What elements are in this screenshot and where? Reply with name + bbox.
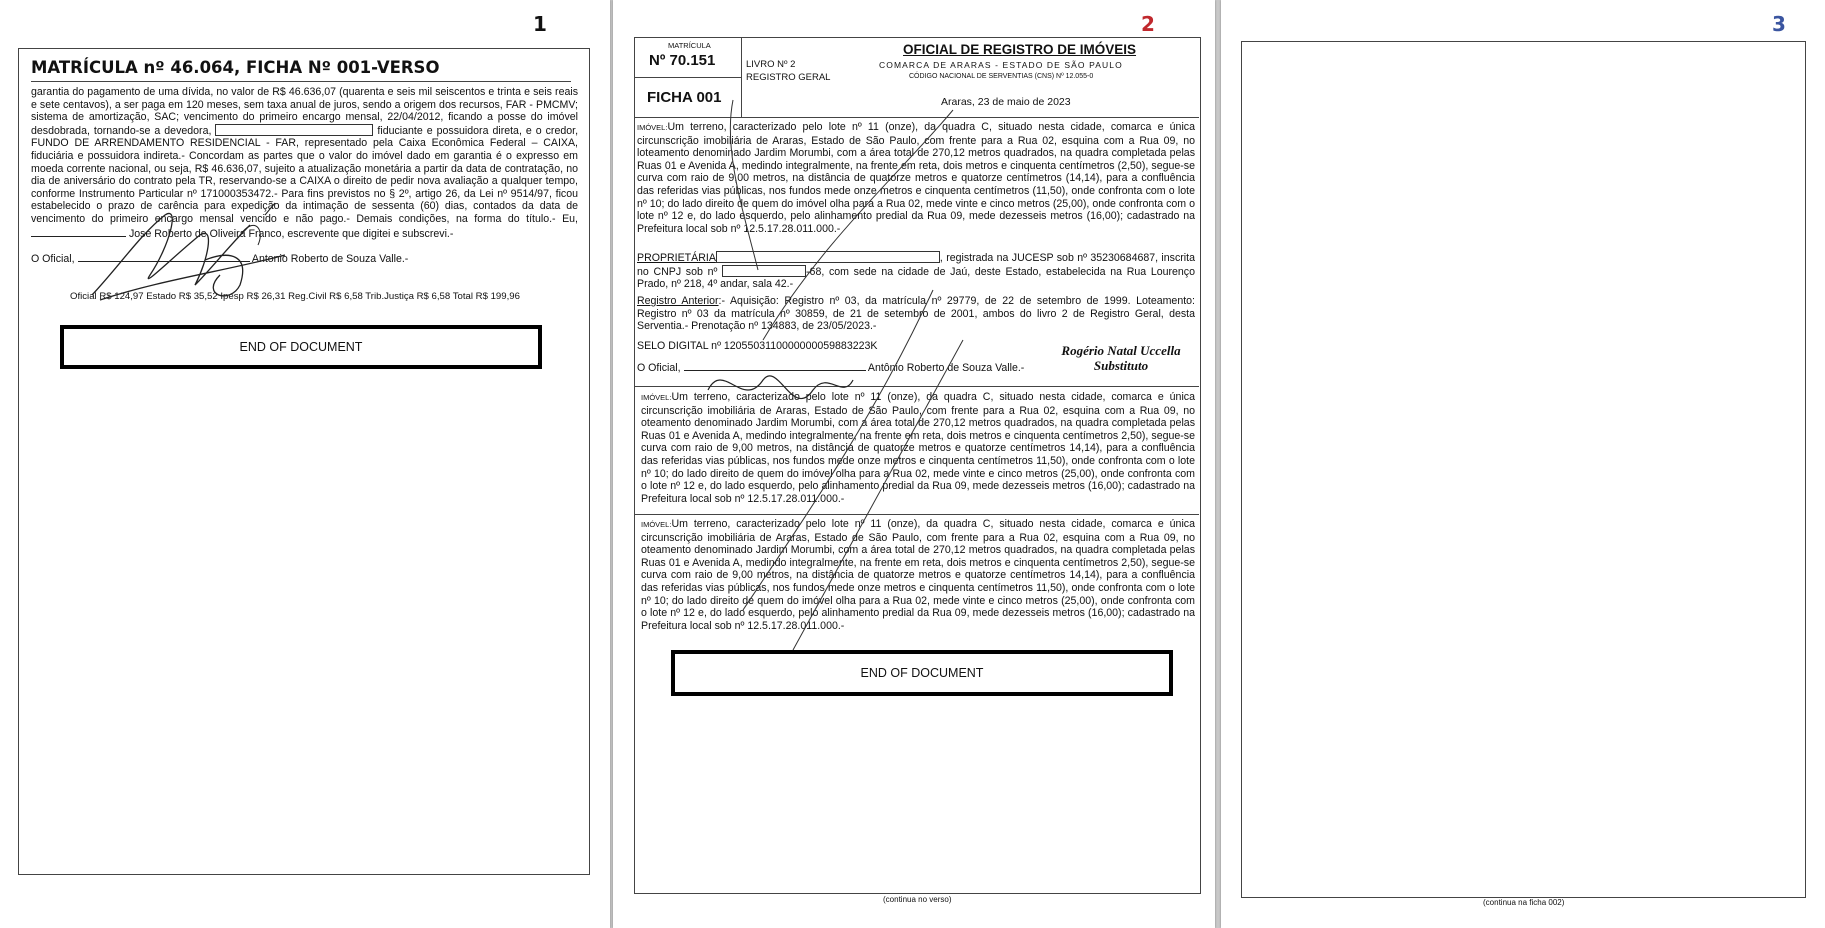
redacted-name-box	[215, 124, 373, 136]
redacted-name-box	[716, 251, 940, 263]
imovel-section-repeat	[641, 518, 1195, 632]
imovel-text: Um terreno, caracterizado pelo lote nº 11 (onze), da quadra C, situado nesta cidade, comarca e única circunscrição imobiliária de Araras, Estado de São Paulo, com frente para a Rua 02, esquina com a Rua 09, no loteamento denominado Jardim Morumbi, com a área total de 270,12 metros quadrados, na quadra completada pelas Ruas 01 e Avenida A, medindo integralmente, na frente em reta, dois metros e cinquenta centímetros (2,50), segue-se curva com raio de 9,00 metros, na distância de quatorze metros e quatorze centímetros (14,14), para a confluência das referidas vias públicas, nos fundos mede onze metros e cinquenta centímetros (11,50), onde confronta com o lote nº 10; do lado direito de quem do imóvel olha para a Rua 02, mede vinte e cinco metros (25,00), onde confronta com o lote nº 12 e, do lado esquerdo, pelo alinhamento predial da Rua 09, mede dezesseis metros (16,00); cadastrado na Prefeitura local sob nº 12.5.17.28.011.000.-	[637, 121, 1195, 235]
section-divider	[634, 386, 1199, 387]
signature-line	[78, 251, 250, 262]
registro-geral-label: REGISTRO GERAL	[746, 72, 831, 83]
oficial-name: Antonio Roberto de Souza Valle.-	[251, 253, 409, 266]
registro-anterior-label: Registro Anterior	[637, 295, 719, 307]
imovel-section-repeat	[641, 391, 1195, 505]
selo-digital: SELO DIGITAL nº 1205503110000000059883223K	[637, 340, 878, 352]
body-text: José Roberto de Oliveira Franco, escrevente que digitei e subscrevi.-	[128, 227, 454, 240]
proprietaria-label: PROPRIETÁRIA	[637, 252, 716, 264]
header-divider	[741, 37, 742, 117]
imovel-label: IMÓVEL:	[641, 393, 672, 402]
header-divider	[634, 77, 741, 78]
proprietaria-text: -68, com sede na cidade de Jaú, deste Estado, estabelecida na Rua Lourenço Prado, nº 218, 4º andar, sala 42.-	[637, 265, 1195, 291]
office-subtitle: COMARCA DE ARARAS - ESTADO DE SÃO PAULO	[879, 60, 1123, 70]
matricula-number: Nº 70.151	[649, 52, 716, 69]
oficial-name: Antônio Roberto de Souza Valle.-	[867, 362, 1025, 374]
imovel-label: IMÓVEL:	[637, 123, 668, 132]
document-page-2	[613, 0, 1215, 928]
page-number: 1	[533, 12, 547, 36]
registro-anterior-section	[637, 295, 1195, 333]
page-number: 2	[1141, 12, 1155, 36]
page-number: 3	[1772, 12, 1786, 36]
redacted-cnpj-box	[722, 265, 806, 277]
section-divider	[634, 514, 1199, 515]
imovel-text: Um terreno, caracterizado pelo lote nº 11 (onze), da quadra C, situado nesta cidade, comarca e única circunscrição imobiliária de Araras, Estado de São Paulo, com frente para a Rua 02, esquina com a Rua 09, no oteamento denominado Jardim Morumbi, com a área total de 270,12 metros quadrados, na quadra completada pelas Ruas 01 e Avenida A, medindo integralmente, na frente em reta, dois metros e cinquenta centímetros 2,50), segue-se curva com raio de 9,00 metros, na distância de quatorze metros e quatorze centímetros 14,14), para a confluência das referidas vias públicas, nos fundos mede onze metros e cinquenta centímetros 11,50), onde confronta com o lote nº 10; do lado direito de quem do imóvel olha para a Rua 02, mede vinte e cinco metros (25,00), onde confronta com o lote nº 12 e, do lado esquerdo, pelo alinhamento predial da Rua 09, mede dezesseis metros (16,00); cadastrado na Prefeitura local sob nº 12.5.17.28.011.000.-	[641, 518, 1195, 632]
header-divider	[634, 117, 1199, 118]
imovel-text: Um terreno, caracterizado pelo lote nº 11 (onze), da quadra C, situado nesta cidade, comarca e única circunscrição imobiliária de Araras, Estado de São Paulo, com frente para a Rua 02, esquina com a Rua 09, no oteamento denominado Jardim Morumbi, com a área total de 270,12 metros quadrados, na quadra completada pelas Ruas 01 e Avenida A, medindo integralmente, na frente em reta, dois metros e cinquenta centímetros 2,50), segue-se curva com raio de 9,00 metros, na distância de quatorze metros e quatorze centímetros 14,14), para a confluência das referidas vias públicas, nos fundos mede onze metros e cinquenta centímetros 11,50), onde confronta com o lote nº 10; do lado direito de quem do imóvel olha para a Rua 02, mede vinte e cinco metros (25,00), onde confronta com o lote nº 12 e, do lado esquerdo, pelo alinhamento predial da Rua 09, mede dezesseis metros (16,00); cadastrado na Prefeitura local sob nº 12.5.17.28.011.000.-	[641, 391, 1195, 505]
continuation-note: (continua no verso)	[883, 895, 952, 904]
stamp-name: Rogério Natal Uccella	[1061, 343, 1181, 358]
oficial-label: O Oficial,	[637, 362, 681, 374]
proprietaria-text: , registrada na JUCESP sob nº 35230684687, inscrita no CNPJ sob nº	[637, 252, 1195, 278]
signature-line	[31, 226, 126, 237]
end-of-document-banner: END OF DOCUMENT	[60, 325, 542, 369]
matricula-title: MATRÍCULA nº 46.064, FICHA Nº 001-VERSO	[31, 58, 440, 77]
proprietaria-section	[637, 251, 1195, 291]
ficha-number: FICHA 001	[647, 89, 722, 106]
stamp-role: Substituto	[1093, 358, 1149, 373]
imovel-section	[637, 121, 1195, 235]
matricula-label: MATRÍCULA	[668, 41, 711, 50]
registry-date: Araras, 23 de maio de 2023	[941, 96, 1071, 108]
fees-line: Oficial R$ 124,97 Estado R$ 35,52 Ipesp R$ 26,31 Reg.Civil R$ 6,58 Trib.Justiça R$ 6,58 Total R$ 199,96	[70, 291, 520, 302]
oficial-label: O Oficial,	[31, 253, 75, 266]
end-of-document-banner: END OF DOCUMENT	[671, 650, 1173, 696]
matricula-body	[31, 86, 578, 266]
livro-label: LIVRO Nº 2	[746, 59, 796, 70]
title-rule	[31, 81, 571, 82]
office-cns: CÓDIGO NACIONAL DE SERVENTIAS (CNS) Nº 12.055-0	[909, 73, 1094, 80]
body-text: garantia do pagamento de uma dívida, no valor de R$ 46.636,07 (quarenta e seis mil seiscentos e trinta e seis reais e sete centavos), a ser paga em 120 meses, sem taxa anual de juros, sendo a origem dos recursos, FAR - PMCMV; sistema de amortização, SAC; vencimento do primeiro encargo mensal, 22/04/2012, ficando a posse do imóvel desdobrada, tornando-se a devedora,	[31, 86, 578, 137]
continuation-note: (continua na ficha 002)	[1483, 898, 1565, 907]
signature-line	[684, 360, 866, 371]
registry-sheet-frame	[1241, 41, 1806, 898]
office-title: OFICIAL DE REGISTRO DE IMÓVEIS	[903, 42, 1137, 57]
body-text: fiduciante e possuidora direta, e o credor, FUNDO DE ARRENDAMENTO RESIDENCIAL - FAR, representado pela Caixa Econômica Federal – CAIXA, fiduciária e possuidora indireta.- Concordam as partes que o valor do imóvel dado em garantia é o expresso em moeda corrente nacional, ou seja, R$ 46.636,07, sujeito a atualização monetária a partir da data de contratação, no dia de aniversário do contrato pela TR, reservando-se a CAIXA o direito de pedir nova avaliação a qualquer tempo, conforme Instrumento Particular nº 171000353472.- Para fins previstos no § 2º, artigo 26, da Lei nº 9514/97, ficou estabelecido o prazo de carência para expedição da intimação de sessenta (60) dias, contados da data de vencimento do primeiro encargo mensal vencido e não pago.- Demais condições, na forma do título.- Eu,	[31, 124, 579, 225]
document-page-1	[0, 0, 610, 928]
document-page-3	[1221, 0, 1825, 928]
imovel-label: IMÓVEL:	[641, 520, 672, 529]
registro-anterior-text: :- Aquisição: Registro nº 03, da matrícula nº 29779, de 22 de setembro de 1999. Loteamento: Registro nº 03 da matrícula nº 30859, de 21 de setembro de 2001, ambos do livro 2 de Registro Geral, desta Serventia.- Prenotação nº 134883, de 23/05/2023.-	[637, 295, 1195, 333]
oficial-signature-line	[637, 360, 1195, 375]
